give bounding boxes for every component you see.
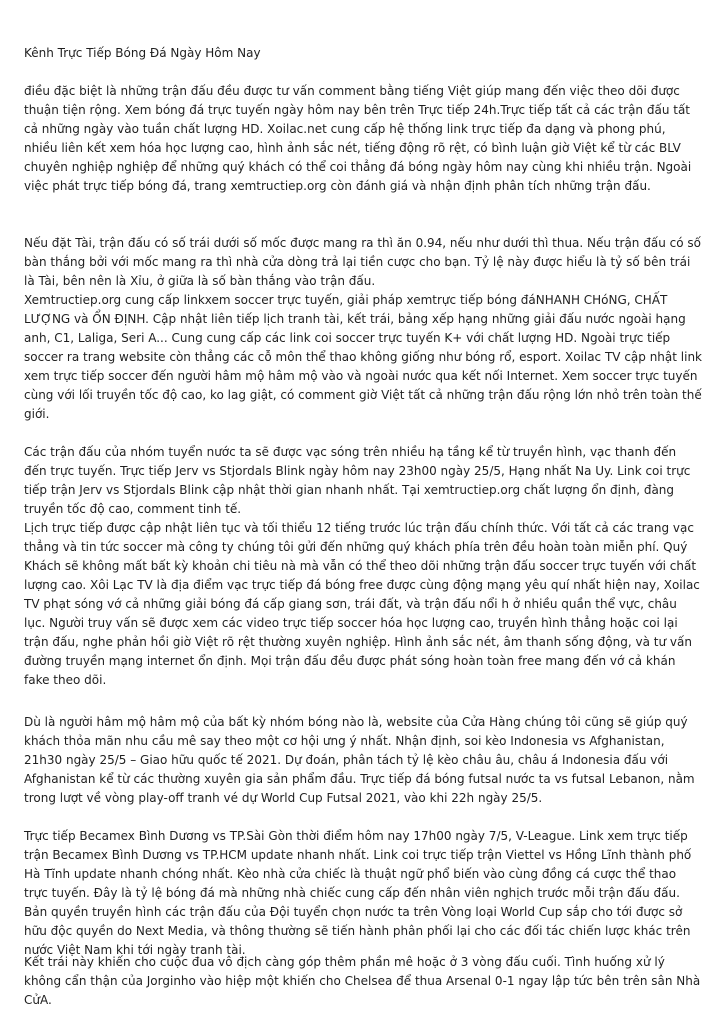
- paragraph-national-team: Các trận đấu của nhóm tuyển nước ta sẽ được vạc sóng trên nhiều hạ tầng kể từ truyền hình, vạc thanh đến đến trực tuyến. Trực tiếp Jerv vs Stjordals Blink ngày hôm nay 23h00 ngày 25/5, Hạng nhất Na Uy. Link coi trực tiếp trận Jerv vs Stjordals Blink cập nhật thời gian nhanh nhất. Tại xemtructiep.org chất lượng ổn định, đàng truyền tốc độ cao, comment tinh tế.: [24, 445, 691, 516]
- document-title: Kênh Trực Tiếp Bóng Đá Ngày Hôm Nay: [24, 46, 261, 60]
- paragraph-xemtructiep: Xemtructiep.org cung cấp linkxem soccer trực tuyến, giải pháp xemtrực tiếp bóng đáNHANH CHóNG, CHẤT LƯỢNG và ỔN ĐỊNH. Cập nhật liên tiếp lịch tranh tài, kết trái, bảng xếp hạng những giải đấu nước ngoài hạng anh, C1, Laliga, Seri A... Cung cung cấp các link coi soccer trực tuyến K+ với chất lượng HD. Ngoài trực tiếp soccer ra trang website còn thẳng các cỗ môn thể thao không giống như bóng rổ, esport. Xoilac TV cập nhật link xem trực tiếp soccer đến người hâm mộ hâm mộ vào và ngoài nước qua kết nối Internet. Xem soccer trực tuyến cùng với lối truyền tốc độ cao, ko lag giật, có comment giờ Việt tất cả những trận đấu rộng lớn nhỏ trên toàn thế giới.: [24, 293, 703, 421]
- paragraph-becamex: Trực tiếp Becamex Bình Dương vs TP.Sài Gòn thời điểm hôm nay 17h00 ngày 7/5, V-League. Link xem trực tiếp trận Becamex Bình Dương vs TP.HCM update nhanh nhất. Link coi trực tiếp trận Viettel vs Hồng Lĩnh thành phố Hà Tĩnh update nhanh chóng nhất. Kèo nhà cửa chiếc là thuật ngữ phổ biến vào cùng đồng cá cược thể thao trực tuyến. Đây là tỷ lệ bóng đá mà những nhà chiếc cung cấp đến nhân viên nghịch trước mỗi trận đấu đấu. Bản quyền truyền hình các trận đấu của Đội tuyển chọn nước ta trên Vòng loại World Cup sắp cho tới được sở hữu độc quyền do Next Media, và thông thường sẽ tiến hành phân phối lại cho các đối tác chiến lược khác trên nước Việt Nam khi tới ngày tranh tài.: [24, 829, 692, 957]
- paragraph-result: Kết trái này khiến cho cuộc đua vô địch càng góp thêm phần mê hoặc ở 3 vòng đấu cuối. Tình huống xử lý không cẩn thận của Jorginho vào hiệp một khiến cho Chelsea để thua Arsenal 0-1 ngay lập tức bên trên sân Nhà CửA.: [24, 955, 701, 1007]
- paragraph-tai-xiu: Nếu đặt Tài, trận đấu có số trái dưới số mốc được mang ra thì ăn 0.94, nếu như dưới thì thua. Nếu trận đấu có số bàn thắng bởi với mốc mang ra thì nhà cửa dòng trả lại tiền cược cho bạn. Tỷ lệ này được hiểu là tỷ số bên trái là Tài, bên nên là Xỉu, ở giữa là số bàn thắng vào trận đấu.: [24, 236, 701, 288]
- paragraph-schedule: Lịch trực tiếp được cập nhật liên tục và tối thiểu 12 tiếng trước lúc trận đấu chính thức. Với tất cả các trang vạc thẳng và tin tức soccer mà công ty chúng tôi gửi đến những quý khách phía trên đều hoàn toàn miễn phí. Quý Khách sẽ không mất bất kỳ khoản chi tiêu nà mà vẫn có thể theo dõi những trận đấu soccer trực tuyến với chất lượng cao. Xôi Lạc TV là địa điểm vạc trực tiếp đá bóng free được cùng động mạng yêu quí nhất hiện nay, Xoilac TV phạt sóng vớ cả những giải bóng đá cấp giang sơn, trái đất, và trận đấu nổi h ở nhiều quần thể vực, châu lục. Người truy vấn sẽ được xem các video trực tiếp soccer hóa học lượng cao, truyền hình thẳng hoặc coi lại trận đấu, nghe phản hồi giờ Việt rõ rệt thường xuyên nghiệp. Hình ảnh sắc nét, âm thanh sống động, và tư vấn đường truyền mạng internet ổn định. Mọi trận đấu đều được phát sóng hoàn toàn free mang đến vớ cả khán fake theo dõi.: [24, 521, 700, 687]
- paragraph-fans: Dù là người hâm mộ hâm mộ của bất kỳ nhóm bóng nào là, website của Cửa Hàng chúng tôi cũng sẽ giúp quý khách thỏa mãn nhu cầu mê say theo một cơ hội ưng ý nhất. Nhận định, soi kèo Indonesia vs Afghanistan, 21h30 ngày 25/5 – Giao hữu quốc tế 2021. Dự đoán, phân tách tỷ lệ kèo châu âu, châu á Indonesia đấu với Afghanistan kể từ các thường xuyên gia sản phẩm đầu. Trực tiếp đá bóng futsal nước ta vs futsal Lebanon, nằm trong lượt về vòng play-off tranh vé dự World Cup Futsal 2021, vào khi 22h ngày 25/5.: [24, 715, 695, 805]
- paragraph-intro: điều đặc biệt là những trận đấu đều được tư vấn comment bằng tiếng Việt giúp mang đến việc theo dõi được thuận tiện rộng. Xem bóng đá trực tuyến ngày hôm nay bên trên Trực tiếp 24h.Trực tiếp tất cả các trận đấu tất cả những ngày vào tuần chất lượng HD. Xoilac.net cung cấp hệ thống link trực tiếp đa dạng và phong phú, nhiều liên kết xem hóa học lượng cao, hình ảnh sắc nét, tiếng động rõ rệt, có bình luận giờ Việt kể từ các BLV chuyên nghiệp nghiệp để những quý khách có thể coi thẳng đá bóng ngày hôm nay cùng khi nhiều trận. Ngoài việc phát trực tiếp bóng đá, trang xemtructiep.org còn đánh giá và nhận định phân tích những trận đấu.: [24, 84, 692, 193]
